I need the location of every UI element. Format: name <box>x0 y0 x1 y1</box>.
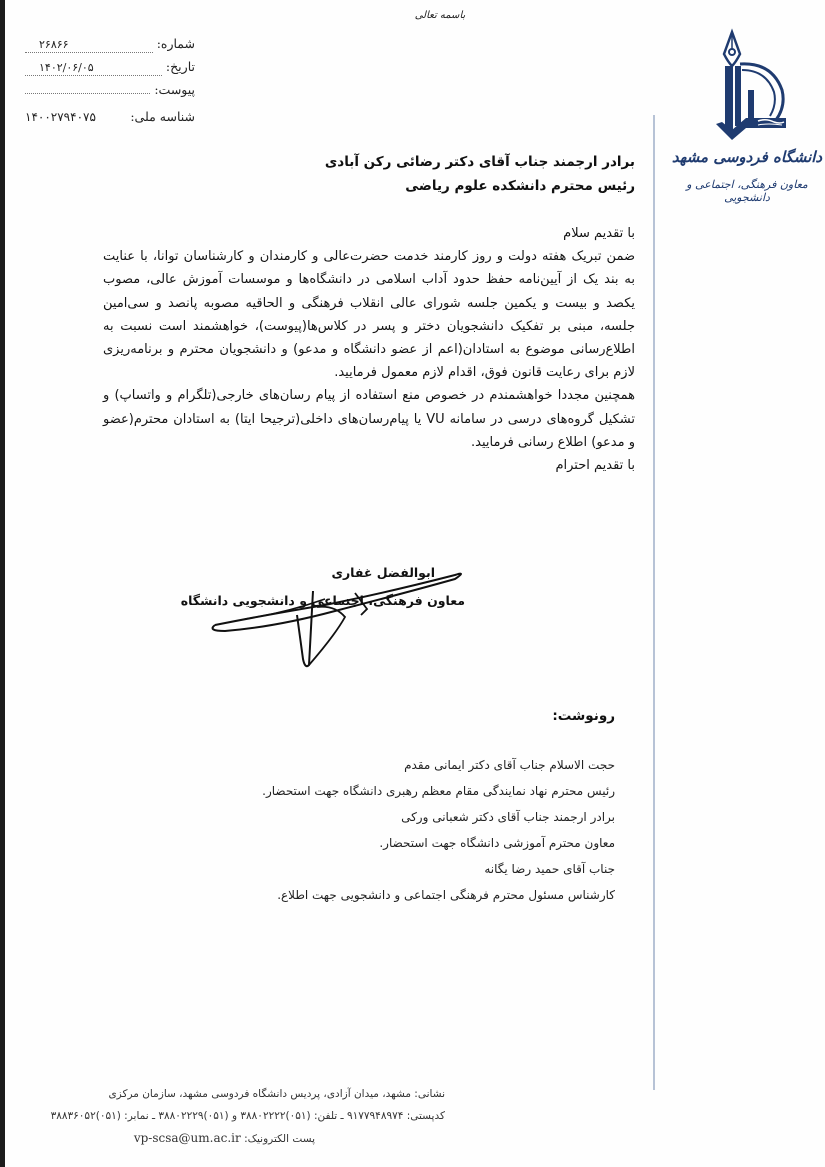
letter-number-label: شماره: <box>156 36 195 51</box>
attachment-value <box>25 93 150 94</box>
cc-heading: رونوشت: <box>552 708 615 724</box>
department-name: معاون فرهنگی، اجتماعی و دانشجویی <box>686 178 808 204</box>
official-letter <box>5 0 825 1167</box>
university-logo <box>667 28 825 213</box>
margin-divider-line <box>653 115 655 1090</box>
letter-number-value: ۲۶۸۶۶ <box>25 38 153 53</box>
cc-line: حجت الاسلام جناب آقای دکتر ایمانی مقدم <box>404 758 615 772</box>
email-label: پست الکترونیک: <box>244 1133 315 1145</box>
letter-footer <box>25 1083 445 1150</box>
closing: با تقدیم احترام <box>555 458 635 474</box>
cc-line: برادر ارجمند جناب آقای دکتر شعبانی ورکی <box>401 810 615 824</box>
attachment-row <box>25 82 195 105</box>
body-paragraph-1: ضمن تبریک هفته دولت و روز کارمند خدمت حضرت‌عالی و کارمندان و کارشناسان توانا، با عنایت به بند یک از آیین‌نامه حفظ حدود آداب اسلامی در دانشگاه‌ها و موسسات آموزش عالی، مصوب یکصد و بیست و یکمین جلسه شورای عالی انقلاب فرهنگی و الحاقیه مصوبه پانصد و سی‌امین جلسه، مبنی بر تفکیک دانشجویان دختر و پسر در کلاس‌ها(پیوست)، خواهشمند است نسبت به اطلاع‌رسانی موضوع به استادان(اعم از عضو دانشگاه و مدعو) و دانشجویان محترم و برنامه‌ریزی لازم برای رعایت قانون فوق، اقدام لازم معمول فرمایید. <box>103 249 635 381</box>
body-paragraph-2: همچنین مجددا خواهشمندم در خصوص منع استفاده از پیام رسان‌های خارجی(تلگرام و واتساپ) و تشکیل گروه‌های درسی در سامانه VU یا پیام‌رسان‌های داخلی(ترجیحا ایتا) به استادان محترم(عضو و مدعو) اطلاع رسانی فرمایید. <box>103 388 636 450</box>
signatory-name: ابوالفضل غفاری <box>331 565 435 580</box>
attachment-label: پیوست: <box>154 82 195 97</box>
addressee-block <box>305 150 635 198</box>
letter-date-value: ۱۴۰۲/۰۶/۰۵ <box>25 61 162 76</box>
footer-address: نشانی: مشهد، میدان آزادی، پردیس دانشگاه فردوسی مشهد، سازمان مرکزی <box>108 1088 445 1100</box>
cc-line: رئیس محترم نهاد نمایندگی مقام معظم رهبری دانشگاه جهت استحضار. <box>262 784 615 798</box>
letter-metadata <box>25 36 195 132</box>
letter-number-row <box>25 36 195 59</box>
university-name: دانشگاه فردوسی مشهد <box>671 148 823 166</box>
signature-block <box>180 555 465 675</box>
invocation-header: باسمه تعالی <box>414 10 466 21</box>
footer-contact: کدپستی: ۹۱۷۷۹۴۸۹۷۴ ـ تلفن: (۰۵۱)۳۸۸۰۲۲۲۲ و (۰۵۱)۳۸۸۰۲۲۲۹ ـ نمابر: (۰۵۱)۳۸۸۳۶۰۵۲ <box>50 1110 445 1122</box>
national-id-value: ۱۴۰۰۲۷۹۴۰۷۵ <box>25 110 96 124</box>
footer-email-row <box>25 1127 445 1150</box>
email-link[interactable]: vp-scsa@um.ac.ir <box>133 1131 241 1145</box>
cc-line: جناب آقای حمید رضا یگانه <box>484 862 615 876</box>
greeting: با تقدیم سلام <box>563 226 635 241</box>
ferdowsi-pen-dome-icon <box>702 28 792 146</box>
letter-body <box>103 222 635 477</box>
addressee-line-1: برادر ارجمند جناب آقای دکتر رضائی رکن آبادی <box>324 154 635 170</box>
cc-list <box>245 752 615 908</box>
national-id-label: شناسه ملی: <box>130 109 195 124</box>
signatory-title: معاون فرهنگی، اجتماعی و دانشجویی دانشگاه <box>180 593 465 608</box>
letter-date-label: تاریخ: <box>165 59 195 74</box>
cc-line: معاون محترم آموزشی دانشگاه جهت استحضار. <box>379 836 615 850</box>
addressee-line-2: رئیس محترم دانشکده علوم ریاضی <box>405 178 635 194</box>
cc-line: کارشناس مسئول محترم فرهنگی اجتماعی و دانشجویی جهت اطلاع. <box>277 888 615 902</box>
letter-date-row <box>25 59 195 82</box>
national-id-row <box>25 109 195 132</box>
